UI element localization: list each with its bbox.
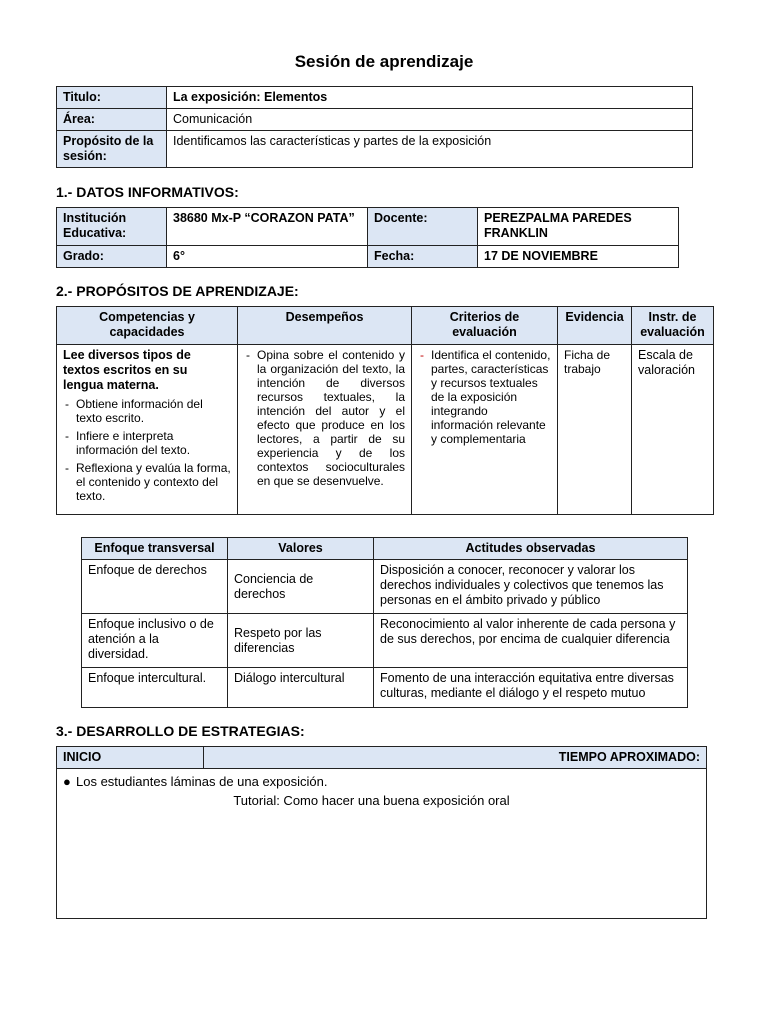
enfoque-header: Enfoque transversal <box>82 538 228 560</box>
titulo-value: La exposición: Elementos <box>167 87 693 109</box>
criterio-cell <box>412 345 558 515</box>
criterio-text: - Identifica el contenido, partes, características y recursos textuales de la exposición integrando información relevante y complementaria <box>418 348 551 446</box>
desempeno-cell <box>238 345 412 515</box>
session-header-table <box>56 86 693 168</box>
valor-cell: Diálogo intercultural <box>228 668 374 708</box>
table-row <box>82 560 688 614</box>
grado-label: Grado: <box>57 246 167 268</box>
competencias-cell <box>57 345 238 515</box>
bullet-icon: ● <box>63 774 71 789</box>
actitud-cell: Fomento de una interacción equitativa entre diversas culturas, mediante el diálogo y el respeto mutuo <box>374 668 688 708</box>
criterios-header: Criterios de evaluación <box>412 307 558 345</box>
enfoque-cell: Enfoque intercultural. <box>82 668 228 708</box>
institucion-label: Institución Educativa: <box>57 208 167 246</box>
titulo-label: Titulo: <box>57 87 167 109</box>
fecha-value: 17 DE NOVIEMBRE <box>478 246 679 268</box>
list-item: - Obtiene información del texto escrito. <box>63 397 231 425</box>
area-value: Comunicación <box>167 109 693 131</box>
propositos-table <box>56 306 714 515</box>
actitud-cell: Disposición a conocer, reconocer y valorar los derechos individuales y colectivos que tenemos las personas en el ámbito privado y público <box>374 560 688 614</box>
evidencia-value: Ficha de trabajo <box>558 345 632 515</box>
competencia-title: Lee diversos tipos de textos escritos en su lengua materna. <box>63 348 191 392</box>
competencias-header: Competencias y capacidades <box>57 307 238 345</box>
datos-informativos-table <box>56 207 679 268</box>
actitud-cell: Reconocimiento al valor inherente de cada persona y de sus derechos, por encima de cualquier diferencia <box>374 614 688 668</box>
fecha-label: Fecha: <box>368 246 478 268</box>
instrumento-value: Escala de valoración <box>632 345 714 515</box>
tutorial-text: Tutorial: Como hacer una buena exposición oral <box>233 793 510 808</box>
desempenos-header: Desempeños <box>238 307 412 345</box>
proposito-label: Propósito de la sesión: <box>57 131 167 168</box>
instr-header: Instr. de evaluación <box>632 307 714 345</box>
valor-cell: Respeto por las diferencias <box>228 614 374 668</box>
institucion-value: 38680 Mx-P “CORAZON PATA” <box>167 208 368 246</box>
table-row <box>82 614 688 668</box>
list-item <box>63 772 700 791</box>
desempeno-text: - Opina sobre el contenido y la organización del texto, la intención de diversos recursos textuales, la intención del autor y el efecto que produce en los lectores, a partir de su experiencia y de los contextos socioculturales en que se desenvuelve. <box>244 348 405 488</box>
list-item: - Infiere e interpreta información del texto. <box>63 429 231 457</box>
enfoque-cell: Enfoque de derechos <box>82 560 228 614</box>
enfoque-cell: Enfoque inclusivo o de atención a la diversidad. <box>82 614 228 668</box>
docente-value: PEREZPALMA PAREDES FRANKLIN <box>478 208 679 246</box>
proposito-value: Identificamos las características y partes de la exposición <box>167 131 693 168</box>
bullet-text: Los estudiantes láminas de una exposición. <box>76 774 328 789</box>
evidencia-header: Evidencia <box>558 307 632 345</box>
enfoques-table <box>81 537 688 708</box>
valor-cell: Conciencia de derechos <box>228 560 374 614</box>
inicio-content <box>57 769 707 919</box>
section3-heading: 3.- DESARROLLO DE ESTRATEGIAS: <box>56 723 305 739</box>
list-item: - Reflexiona y evalúa la forma, el contenido y contexto del texto. <box>63 461 231 503</box>
actitudes-header: Actitudes observadas <box>374 538 688 560</box>
grado-value: 6° <box>167 246 368 268</box>
valores-header: Valores <box>228 538 374 560</box>
table-row <box>82 668 688 708</box>
tiempo-label: TIEMPO APROXIMADO: <box>204 747 707 769</box>
capacidades-list <box>63 397 231 503</box>
section1-heading: 1.- DATOS INFORMATIVOS: <box>56 184 239 200</box>
docente-label: Docente: <box>368 208 478 246</box>
page-title: Sesión de aprendizaje <box>294 52 474 71</box>
estrategias-table <box>56 746 707 919</box>
area-label: Área: <box>57 109 167 131</box>
inicio-label: INICIO <box>57 747 204 769</box>
section2-heading: 2.- PROPÓSITOS DE APRENDIZAJE: <box>56 283 299 299</box>
